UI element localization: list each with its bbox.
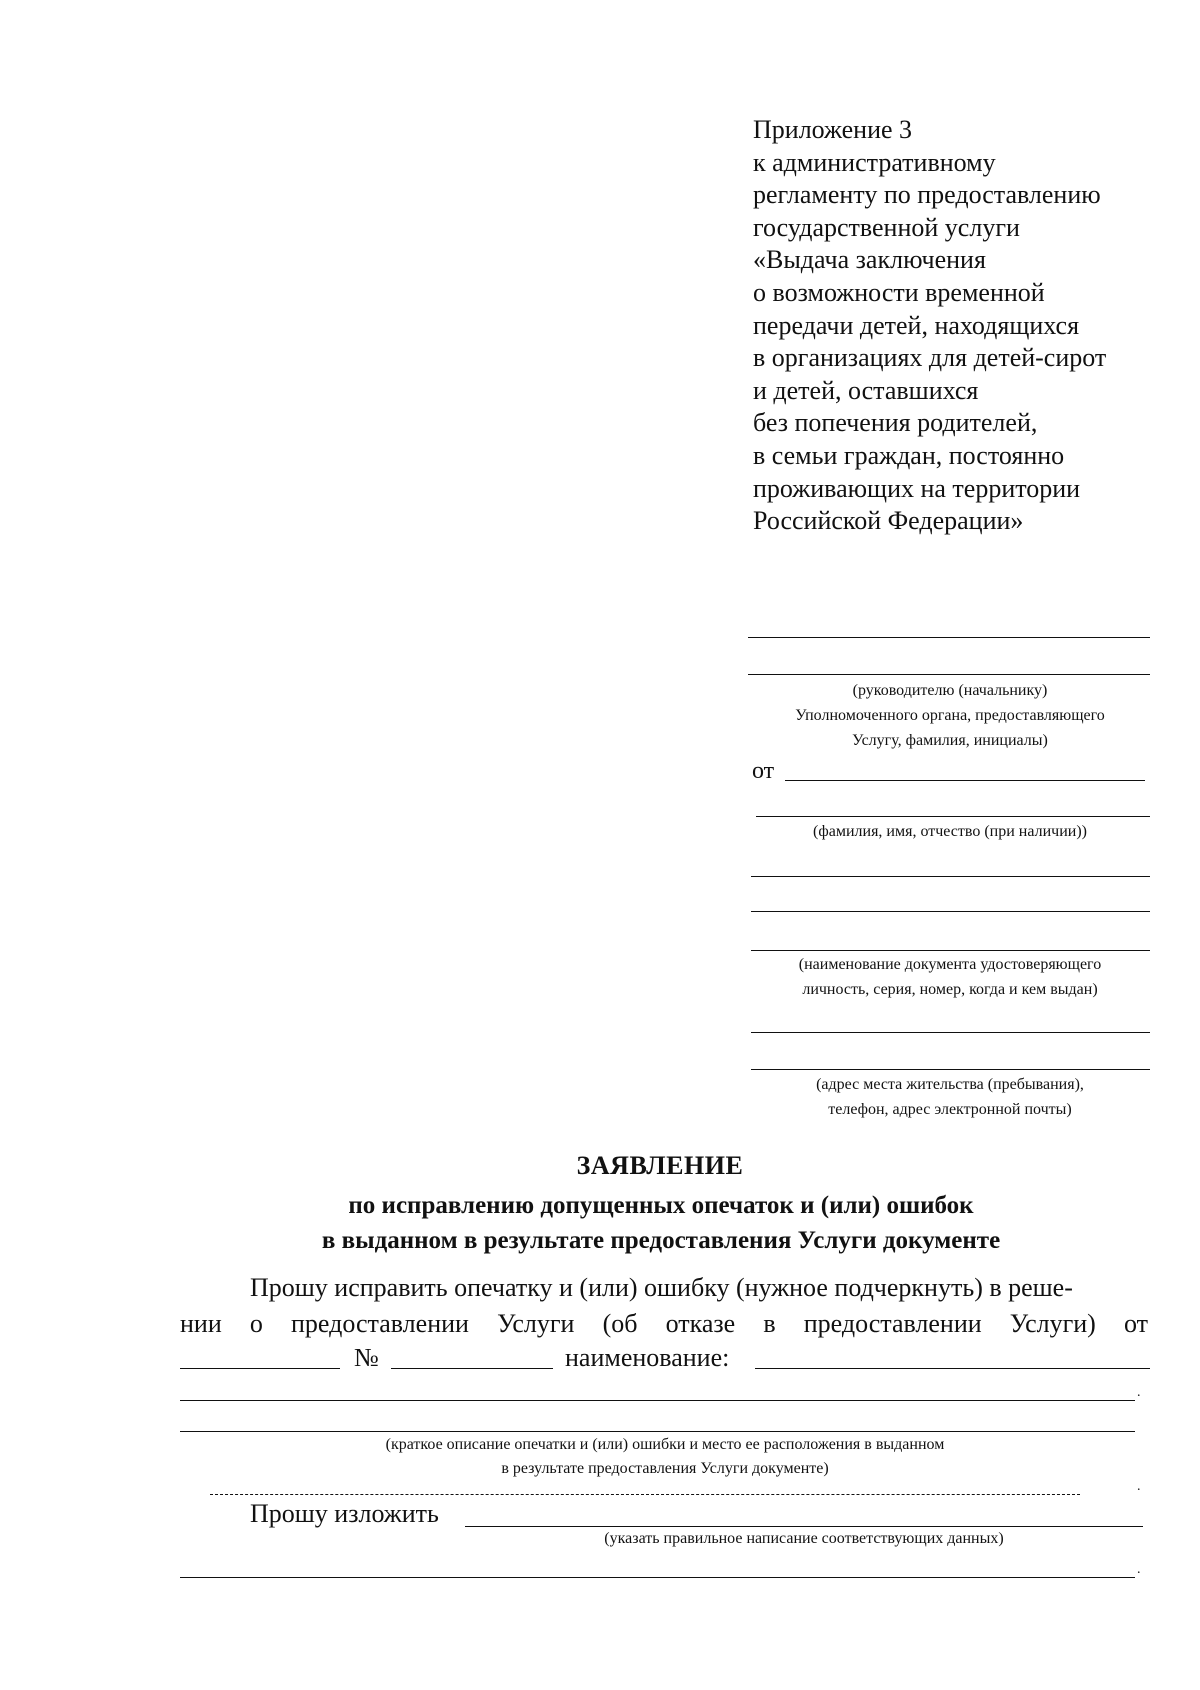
appendix-line: «Выдача заключения [753, 245, 986, 275]
recipient-field-1[interactable] [748, 637, 1150, 638]
correct-caption: (указать правильное написание соответствующих данных) [604, 1530, 1004, 1547]
address-field-2[interactable] [751, 1069, 1150, 1070]
appendix-line: проживающих на территории [753, 473, 1081, 503]
subtitle-line: по исправлению допущенных опечаток и (или) ошибок [348, 1192, 974, 1219]
description-field-2[interactable] [180, 1431, 1135, 1432]
recipient-caption-line: Уполномоченного органа, предоставляющего [795, 707, 1105, 724]
correct-data-field-2[interactable] [180, 1577, 1135, 1578]
recipient-caption-line: Услугу, фамилия, инициалы) [852, 732, 1048, 749]
from-label: от [752, 758, 775, 784]
line-end-dot: . [1137, 1479, 1141, 1494]
appendix-line: и детей, оставшихся [753, 375, 979, 405]
line-end-dot: . [1137, 1385, 1141, 1400]
from-field-2[interactable] [756, 816, 1150, 817]
description-field-3[interactable] [210, 1494, 1080, 1495]
number-sign: № [354, 1343, 379, 1372]
document-title: ЗАЯВЛЕНИЕ [576, 1151, 744, 1180]
request-label: Прошу изложить [250, 1499, 439, 1528]
id-doc-caption [745, 952, 1155, 1002]
description-caption-line: (краткое описание опечатки и (или) ошибки и место ее расположения в выданном [385, 1436, 945, 1453]
appendix-line: Приложение 3 [753, 115, 913, 144]
appendix-line: к административному [753, 147, 996, 177]
description-field-1[interactable] [180, 1400, 1135, 1401]
description-caption [180, 1433, 1150, 1481]
address-caption-line: (адрес места жительства (пребывания), [816, 1076, 1084, 1093]
recipient-field-2[interactable] [748, 674, 1150, 675]
decision-number-field[interactable] [391, 1368, 553, 1369]
appendix-line: государственной услуги [753, 212, 1020, 242]
address-field-1[interactable] [751, 1032, 1150, 1033]
appendix-line: Российской Федерации» [753, 506, 1024, 536]
request-text-line-2: нии о предоставлении Услуги (об отказе в предоставлении Услуги) от [180, 1309, 1148, 1338]
appendix-line: в организациях для детей-сирот [753, 343, 1107, 373]
appendix-line: передачи детей, находящихся [753, 310, 1080, 340]
appendix-line: в семьи граждан, постоянно [753, 440, 1065, 470]
request-text-line-1: Прошу исправить опечатку и (или) ошибку (нужное подчеркнуть) в реше- [250, 1273, 1073, 1302]
id-doc-field-1[interactable] [751, 876, 1150, 877]
id-doc-field-3[interactable] [751, 950, 1150, 951]
appendix-line: регламенту по предоставлению [753, 180, 1101, 210]
address-caption [745, 1072, 1155, 1122]
document-name-field[interactable] [755, 1368, 1150, 1369]
line-end-dot: . [1137, 1562, 1141, 1577]
recipient-caption [745, 678, 1155, 753]
decision-date-field[interactable] [180, 1368, 340, 1369]
recipient-caption-line: (руководителю (начальнику) [852, 682, 1048, 699]
description-caption-line: в результате предоставления Услуги документе) [501, 1460, 829, 1477]
id-doc-caption-line: (наименование документа удостоверяющего [798, 956, 1102, 973]
from-field-1[interactable] [785, 780, 1145, 781]
appendix-header [753, 114, 1173, 538]
id-doc-field-2[interactable] [751, 911, 1150, 912]
name-label: наименование: [565, 1343, 730, 1372]
address-caption-line: телефон, адрес электронной почты) [828, 1101, 1072, 1118]
document-subtitle [250, 1188, 1072, 1258]
subtitle-line: в выданном в результате предоставления Услуги документе [321, 1227, 1001, 1254]
id-doc-caption-line: личность, серия, номер, когда и кем выдан) [802, 981, 1098, 998]
appendix-line: без попечения родителей, [753, 408, 1038, 438]
fio-caption: (фамилия, имя, отчество (при наличии)) [813, 823, 1087, 840]
appendix-line: о возможности временной [753, 277, 1045, 307]
